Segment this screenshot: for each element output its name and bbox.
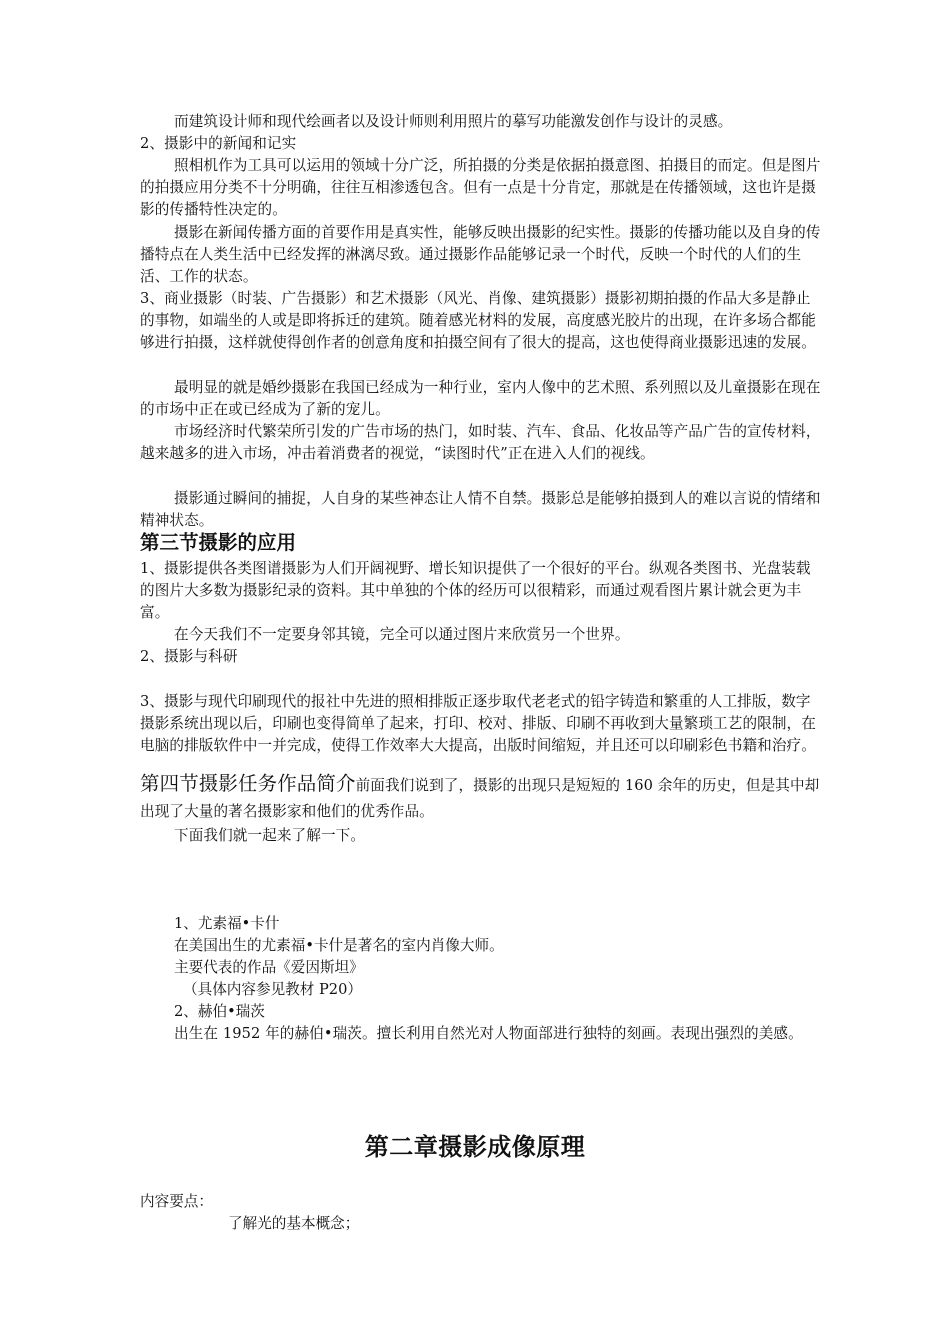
chapter-title: 第二章摄影成像原理 — [364, 1132, 586, 1161]
paragraph-section-four — [140, 771, 822, 825]
paragraph-lets-learn: 下面我们就一起来了解一下。 — [174, 827, 366, 844]
subheading-photo-research: 2、摄影与科研 — [140, 648, 238, 665]
section-four-intro: 前面我们说到了，摄影的出现只是短短的 160 余年的历史，但是其中却出现了大量的著名摄影家和他们的优秀作品。 — [140, 777, 820, 820]
photographer-karsh-bio: 在美国出生的尤素福•卡什是著名的室内肖像大师。 — [174, 937, 504, 954]
photographer-karsh-title: 1、尤素福•卡什 — [174, 915, 280, 932]
section-heading-applications: 第三节摄影的应用 — [140, 531, 297, 554]
section-heading-works: 第四节摄影任务作品简介 — [140, 772, 356, 795]
paragraph-news-authenticity: 摄影在新闻传播方面的首要作用是真实性，能够反映出摄影的纪实性。摄影的传播功能以及自身的传播特点在人类生活中已经发挥的淋漓尽致。通过摄影作品能够记录一个时代，反映一个时代的人们的生活、工作的状态。 — [140, 224, 821, 286]
subheading-news-documentary: 2、摄影中的新闻和记实 — [140, 135, 297, 152]
paragraph-camera-fields: 照相机作为工具可以运用的领域十分广泛，所拍摄的分类是依据拍摄意图、拍摄目的而定。但是图片的拍摄应用分类不十分明确，往往互相渗透包含。但有一点是十分肯定，那就是在传播领域，这也许是摄影的传播特性决定的。 — [140, 157, 821, 219]
paragraph-architecture-inspiration: 而建筑设计师和现代绘画者以及设计师则利用照片的摹写功能激发创作与设计的灵感。 — [174, 113, 733, 130]
photographer-ritts-title: 2、赫伯•瑞茨 — [174, 1003, 265, 1020]
key-points-label: 内容要点： — [140, 1193, 213, 1210]
paragraph-commercial-art-photography: 3、商业摄影（时装、广告摄影）和艺术摄影（风光、肖像、建筑摄影）摄影初期拍摄的作品大多是静止的事物，如端坐的人或是即将拆迁的建筑。随着感光材料的发展，高度感光胶片的出现，在许多场合都能够进行拍摄，这样就使得创作者的创意角度和拍摄空间有了很大的提高，这也使得商业摄影迅速的发展。 — [140, 290, 816, 352]
key-point-light-concept: 了解光的基本概念； — [228, 1215, 360, 1232]
paragraph-wedding-photography: 最明显的就是婚纱摄影在我国已经成为一种行业，室内人像中的艺术照、系列照以及儿童摄影在现在的市场中正在或已经成为了新的宠儿。 — [140, 379, 821, 419]
paragraph-see-another-world: 在今天我们不一定要身邻其镜，完全可以通过图片来欣赏另一个世界。 — [174, 626, 630, 643]
photographer-karsh-work: 主要代表的作品《爱因斯坦》 — [174, 959, 364, 976]
paragraph-photo-atlas: 1、摄影提供各类图谱摄影为人们开阔视野、增长知识提供了一个很好的平台。纵观各类图书、光盘装载的图片大多数为摄影纪录的资料。其中单独的个体的经历可以很精彩，而通过观看图片累计就会更为丰富。 — [140, 560, 811, 622]
paragraph-capturing-moments: 摄影通过瞬间的捕捉，人自身的某些神态让人情不自禁。摄影总是能够拍摄到人的难以言说的情绪和精神状态。 — [140, 490, 821, 530]
paragraph-modern-printing: 3、摄影与现代印刷现代的报社中先进的照相排版正逐步取代老老式的铅字铸造和繁重的人工排版，数字摄影系统出现以后，印刷也变得简单了起来，打印、校对、排版、印刷不再收到大量繁琐工艺的限制，在电脑的排版软件中一并完成，使得工作效率大大提高，出版时间缩短，并且还可以印刷彩色书籍和治疗。 — [140, 693, 816, 755]
photographer-karsh-reference: （具体内容参见教材 P20） — [183, 981, 362, 998]
photographer-ritts-bio: 出生在 1952 年的赫伯•瑞茨。擅长利用自然光对人物面部进行独特的刻画。表现出强烈的美感。 — [174, 1025, 803, 1042]
paragraph-advertising-market: 市场经济时代繁荣所引发的广告市场的热门，如时装、汽车、食品、化妆品等产品广告的宣传材料，越来越多的进入市场，冲击着消费者的视觉，“读图时代”正在进入人们的视线。 — [140, 423, 821, 463]
